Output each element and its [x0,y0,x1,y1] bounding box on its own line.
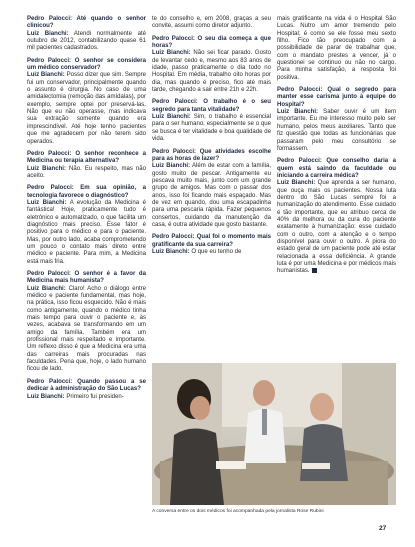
interviewee-answer: Atendi normalmente até outubro de 2012, contabilizando quase 61 mil pacientes cadastrados. [27,30,146,52]
interviewee-name: Luiz Bianchi: [152,114,191,121]
interviewee-name: Luiz Bianchi: [152,50,191,57]
interview-paragraph [152,16,271,31]
interviewer-question: Pedro Palocci: Até quando o senhor clinicou? [27,16,146,30]
interview-paragraph [27,379,146,401]
interview-paragraph [27,271,146,374]
text-column-3 [277,16,396,281]
interviewer-question: Pedro Palocci: O senhor é a favor da Medicina mais humanista? [27,271,146,285]
interviewer-question: Pedro Palocci: Que conselho daria a quem está saindo da faculdade ou iniciando a carreira médica? [277,158,396,179]
interviewee-name: Luiz Bianchi: [27,165,66,172]
interviewee-name: Luiz Bianchi: [277,180,316,187]
interview-paragraph [152,36,271,95]
interview-paragraph [277,16,396,82]
interviewer-question: Pedro Palocci: Em sua opinião, a tecnologia favorece o diagnóstico? [27,185,146,199]
interviewee-name: Luiz Bianchi: [27,199,67,206]
interviewer-question: Pedro Palocci: O senhor se considera um médico conservador? [27,57,146,72]
interviewee-name: Luiz Bianchi: [27,30,69,37]
interview-paragraph [152,99,271,143]
page-number: 27 [379,525,387,532]
photo-caption: A conversa entre os dois médicos foi acompanhada pela jornalista Rose Rubini [152,509,324,514]
interview-paragraph [27,151,146,180]
interviewee-answer: O que eu tenho de [191,248,242,255]
interviewer-question: Pedro Palocci: Que atividades escolhe para as horas de lazer? [152,148,271,162]
interview-paragraph [277,87,396,153]
interview-paragraph [152,234,271,256]
interviewee-name: Luiz Bianchi: [27,285,66,292]
interviewer-question: Pedro Palocci: Qual o segredo para manter esse carisma junto à equipe do Hospital? [277,87,396,108]
interviewee-name: Luiz Bianchi: [152,248,190,255]
interview-paragraph [152,149,271,230]
interviewee-answer: Claro! Acho o diálogo entre médico e paciente fundamental, mas hoje, na prática, isso ficou esquecido. Não é mais como antigamente, quando o médico tinha mais tempo para ouvir o paciente e, às vezes, acabava se transformando em um amigo da família. Também era um profissional mais respeitado e importante. Um reflexo disso é que a Medicina era uma das carreiras mais procuradas nas faculdades. Pena que, hoje, o lado humano ficou de lado. [27,285,146,373]
interviewer-question: Pedro Palocci: O senhor reconhece a Medicina ou terapia alternativa? [27,150,146,165]
interviewee-name: Luiz Bianchi: [277,109,319,116]
interviewee-answer: Primeiro fui presiden- [66,393,124,400]
interviewee-answer: mais gratificante na vida é o Hospital São Lucas. Nutro um amor tremendo pelo Hospital; é como se ele fosse meu sexto filho. Fico tão preocupado com a possibilidade de parar de trabalhar que, com o mandato prestes a vencer, já o questionei se continuo ou não no cargo. Para minha satisfação, a resposta foi positiva. [277,16,396,81]
interviewee-answer: Não. Eu respeito, mas não aceito. [27,165,146,179]
interviewee-answer: Que aprenda a ser humano, que ouça mais os pacientes. Nossa luta dentro do São Lucas sempre foi a humanização do atendimento. Esse cuidado é tão importante, que eu atribuo cerca de 40% da melhora ou da cura do paciente exatamente à humanização: esse cuidado com o outro, com a atenção e o tempo disponível para ouvir o outro. A piora do estado geral de um paciente pode até estar relacionada a essa deficiência. A grande luta é por uma Medicina e por médicos mais humanistas. [277,180,397,275]
text-column-1 [27,16,146,406]
interviewee-answer: te do conselho e, em 2008, graças a seu convite, assumi como diretor adjunto. [152,16,271,30]
interview-paragraph [27,16,146,53]
interview-paragraph [277,158,396,276]
interviewee-answer: Saber ouvir é um item importante. Eu me interesso muito pelo ser humano, pelos meus auxiliares. Tanto que fiz questão que todas as funcionárias que passaram pelo meu consultório se formassem. [277,109,396,152]
interview-paragraph [27,58,146,146]
interview-paragraph [27,185,146,266]
interviewee-answer: Sim, o trabalho é essencial para o ser humano, especialmente se o que se busca é ter vitalidade e boa qualidade de vida. [152,114,272,143]
interview-photo [152,363,396,505]
interviewee-answer: A evolução da Medicina é fantástica! Hoje, praticamente tudo é eletrônico e automatizado, o que facilita um diagnóstico mais preciso. Esse fator é positivo para o médico e para o paciente. Mas, por outro lado, acaba comprometendo um pouco o contato mais direto entre médico e paciente. Para mim, a Medicina está mais fria. [27,199,146,265]
interviewer-question: Pedro Palocci: Quando passou a se dedicar à administração do São Lucas? [27,378,146,393]
interviewer-question: Pedro Palocci: O seu dia começa a que horas? [152,35,271,50]
interviewee-name: Luiz Bianchi: [27,393,65,400]
interviewer-question: Pedro Palocci: O trabalho é o seu segredo para tanta vitalidade? [152,99,271,113]
photo-illustration [152,363,396,505]
interviewee-name: Luiz Bianchi: [152,163,191,170]
interviewee-name: Luiz Bianchi: [27,72,65,79]
text-column-2 [152,16,271,261]
end-of-article-mark [312,268,317,273]
interviewee-answer: Não sei ficar parado. Gosto de levantar cedo e, mesmo aos 83 anos de idade, passo praticamente o dia todo no Hospital. Em média, trabalho oito horas por dia, mas quando é preciso, fico até mais tarde, chegando a sair entre 21h e 22h. [152,50,272,94]
interviewee-answer: Posso dizer que sim. Sempre fui um conservador, principalmente quando o assunto é cirurgia. No caso de uma amidalectomia (remoção das amídalas), por exemplo, sempre optei por preservá-las. Não que eu não operasse, mas indicava sua extração somente quando era imprescindível. Até hoje tenho pacientes que me agradecem por não terem sido operados. [27,72,147,145]
interviewer-question: Pedro Palocci: Qual foi o momento mais gratificante da sua carreira? [152,234,271,248]
interviewee-answer: Além de estar com a família, gosto muito de pescar. Antigamente eu pescava muito mais, junto com um grande grupo de amigos. Mas com o passar dos anos, isso foi ficando mais espaçado. Mas de vez em quando, dou uma escapadinha para uma pescaria rápida. Fazer pequenos consertos, cuidando da manutenção da casa, é outra atividade que gosto bastante. [152,163,271,228]
